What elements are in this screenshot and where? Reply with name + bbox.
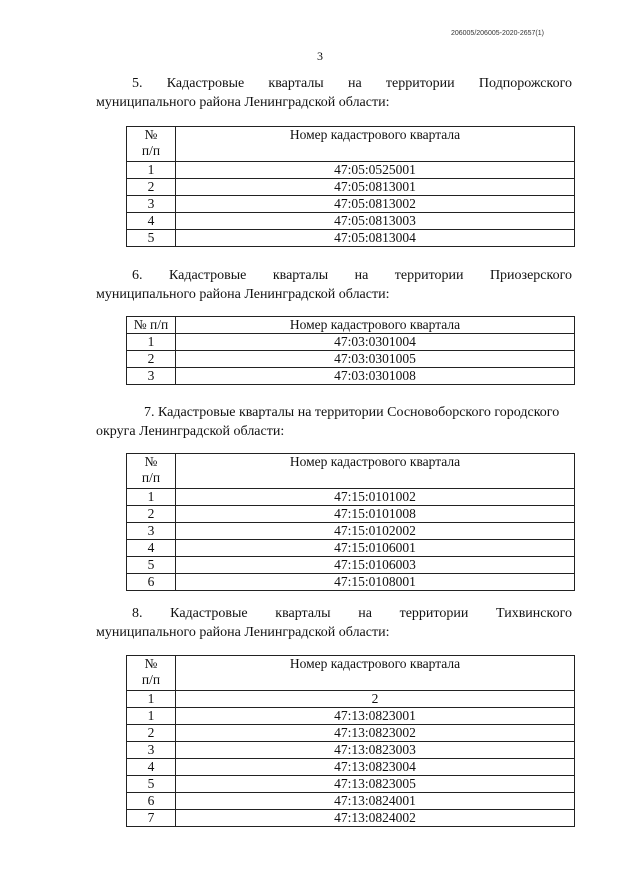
quarter-number: 47:13:0823003: [176, 742, 575, 759]
section-heading-line: муниципального района Ленинградской области:: [96, 95, 390, 110]
table-index-row: [127, 691, 575, 708]
column-header-quarter: Номер кадастрового квартала: [176, 656, 575, 691]
column-header-quarter: Номер кадастрового квартала: [176, 454, 575, 489]
row-number: 2: [127, 351, 176, 368]
index-cell: 1: [127, 691, 176, 708]
row-number: 3: [127, 523, 176, 540]
quarter-number: 47:15:0106003: [176, 557, 575, 574]
row-number: 3: [127, 368, 176, 385]
column-header-number: [127, 127, 176, 162]
row-number: 1: [127, 162, 176, 179]
row-number: 2: [127, 725, 176, 742]
table-header-row: [127, 127, 575, 162]
column-header-number-b: п/п: [141, 672, 161, 687]
table-row: [127, 230, 575, 247]
column-header-number-a: №: [144, 454, 158, 469]
quarter-number: 47:13:0824002: [176, 810, 575, 827]
table-row: [127, 179, 575, 196]
column-header-quarter: Номер кадастрового квартала: [176, 317, 575, 334]
table-row: [127, 523, 575, 540]
table-header-row: [127, 656, 575, 691]
row-number: 5: [127, 557, 176, 574]
section-5-heading: [96, 74, 572, 112]
quarter-number: 47:05:0813004: [176, 230, 575, 247]
quarters-table-7: [126, 453, 575, 591]
quarter-number: 47:13:0823004: [176, 759, 575, 776]
quarter-number: 47:13:0823005: [176, 776, 575, 793]
column-header-number: № п/п: [127, 317, 176, 334]
row-number: 4: [127, 759, 176, 776]
table-row: [127, 776, 575, 793]
row-number: 1: [127, 489, 176, 506]
quarter-number: 47:15:0101002: [176, 489, 575, 506]
table-row: [127, 506, 575, 523]
quarter-number: 47:05:0813003: [176, 213, 575, 230]
table-row: [127, 557, 575, 574]
section-7-heading: [96, 403, 572, 441]
table-row: [127, 162, 575, 179]
quarter-number: 47:05:0813001: [176, 179, 575, 196]
section-heading-line: 7. Кадастровые кварталы на территории Сосновоборского городского: [144, 405, 560, 420]
table-row: [127, 725, 575, 742]
row-number: 4: [127, 540, 176, 557]
quarters-table-8: [126, 655, 575, 827]
column-header-number: [127, 454, 176, 489]
quarters-table-6: [126, 316, 575, 385]
table-row: [127, 793, 575, 810]
row-number: 5: [127, 776, 176, 793]
quarter-number: 47:15:0102002: [176, 523, 575, 540]
section-heading-line: муниципального района Ленинградской области:: [96, 625, 390, 640]
section-6-heading: [96, 266, 572, 304]
table-row: [127, 213, 575, 230]
quarter-number: 47:15:0106001: [176, 540, 575, 557]
table-row: [127, 351, 575, 368]
column-header-number-b: п/п: [141, 470, 161, 485]
quarter-number: 47:13:0823002: [176, 725, 575, 742]
column-header-number-b: п/п: [141, 143, 161, 158]
quarter-number: 47:05:0525001: [176, 162, 575, 179]
section-heading-line: 8. Кадастровые кварталы на территории Тихвинского: [132, 606, 572, 621]
quarter-number: 47:15:0108001: [176, 574, 575, 591]
row-number: 1: [127, 334, 176, 351]
row-number: 2: [127, 179, 176, 196]
row-number: 7: [127, 810, 176, 827]
row-number: 4: [127, 213, 176, 230]
column-header-number: [127, 656, 176, 691]
page-number: 3: [317, 49, 323, 63]
quarter-number: 47:13:0824001: [176, 793, 575, 810]
quarters-table-5: [126, 126, 575, 247]
section-8-heading: [96, 604, 572, 642]
row-number: 2: [127, 506, 176, 523]
section-heading-line: 5. Кадастровые кварталы на территории Подпорожского: [132, 76, 572, 91]
section-heading-line: 6. Кадастровые кварталы на территории Приозерского: [132, 268, 572, 283]
column-header-number-a: №: [144, 656, 158, 671]
column-header-quarter: Номер кадастрового квартала: [176, 127, 575, 162]
table-row: [127, 489, 575, 506]
row-number: 6: [127, 793, 176, 810]
table-row: [127, 810, 575, 827]
table-row: [127, 759, 575, 776]
quarter-number: 47:05:0813002: [176, 196, 575, 213]
row-number: 3: [127, 742, 176, 759]
quarter-number: 47:03:0301004: [176, 334, 575, 351]
section-heading-line: муниципального района Ленинградской области:: [96, 287, 390, 302]
row-number: 5: [127, 230, 176, 247]
table-row: [127, 368, 575, 385]
row-number: 1: [127, 708, 176, 725]
table-row: [127, 540, 575, 557]
table-header-row: [127, 317, 575, 334]
row-number: 6: [127, 574, 176, 591]
document-id: 206005/206005-2020-2657(1): [450, 30, 544, 37]
index-cell: 2: [176, 691, 575, 708]
column-header-number-a: №: [144, 127, 158, 142]
quarter-number: 47:15:0101008: [176, 506, 575, 523]
table-header-row: [127, 454, 575, 489]
table-row: [127, 334, 575, 351]
table-row: [127, 742, 575, 759]
quarter-number: 47:03:0301005: [176, 351, 575, 368]
table-row: [127, 196, 575, 213]
quarter-number: 47:03:0301008: [176, 368, 575, 385]
table-row: [127, 574, 575, 591]
row-number: 3: [127, 196, 176, 213]
quarter-number: 47:13:0823001: [176, 708, 575, 725]
table-row: [127, 708, 575, 725]
section-heading-line: округа Ленинградской области:: [96, 424, 285, 439]
